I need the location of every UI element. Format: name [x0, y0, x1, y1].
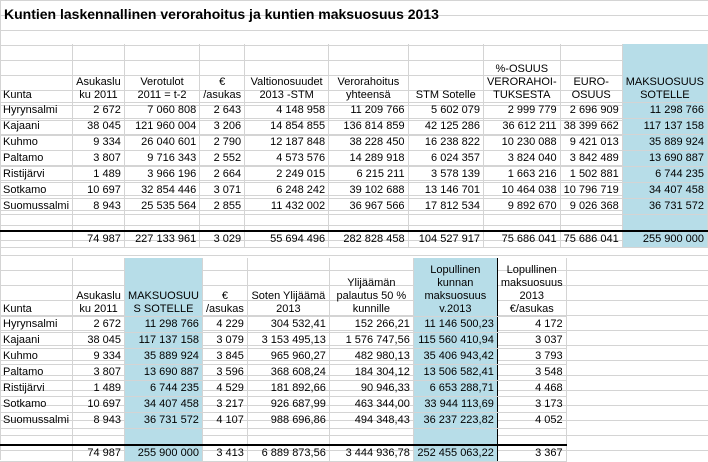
- header-cell[interactable]: Asukaslu ku 2011: [73, 258, 125, 317]
- total-cell[interactable]: 255 900 000: [622, 231, 707, 248]
- table-row: [0, 119, 708, 135]
- empty-cell[interactable]: [329, 429, 413, 446]
- empty-cell[interactable]: [245, 215, 329, 232]
- value-cell[interactable]: 9 716 343: [124, 151, 199, 167]
- value-cell[interactable]: 926 687,99: [247, 397, 329, 413]
- value-cell[interactable]: 16 238 822: [408, 135, 483, 151]
- empty-cell[interactable]: [622, 215, 707, 232]
- value-cell[interactable]: 35 889 924: [622, 135, 707, 151]
- total-row: [0, 231, 708, 248]
- value-cell[interactable]: 10 697: [73, 397, 125, 413]
- value-cell[interactable]: 2 672: [73, 317, 125, 333]
- value-cell[interactable]: 463 344,00: [329, 397, 413, 413]
- value-cell[interactable]: 2 999 779: [483, 103, 560, 119]
- table-maksuosuus: [0, 258, 567, 462]
- kunta-cell[interactable]: Sotkamo: [0, 183, 73, 199]
- empty-cell[interactable]: [125, 429, 203, 446]
- value-cell[interactable]: 3 153 495,13: [247, 333, 329, 349]
- value-cell[interactable]: 181 892,66: [247, 381, 329, 397]
- empty-cell[interactable]: [0, 215, 73, 232]
- value-cell[interactable]: 8 943: [73, 199, 125, 215]
- total-cell[interactable]: 3 029: [200, 231, 245, 248]
- empty-cell[interactable]: [408, 215, 483, 232]
- value-cell[interactable]: 6 024 357: [408, 151, 483, 167]
- value-cell[interactable]: 4 229: [202, 317, 247, 333]
- header-cell[interactable]: Lopullinen kunnan maksuosuus v.2013: [413, 258, 497, 317]
- header-cell[interactable]: Verotulot 2011 = t-2: [124, 44, 199, 103]
- kunta-cell[interactable]: Paltamo: [0, 365, 73, 381]
- total-cell[interactable]: 55 694 496: [245, 231, 329, 248]
- kunta-cell[interactable]: Kajaani: [0, 119, 73, 135]
- value-cell[interactable]: 3 966 196: [124, 167, 199, 183]
- value-cell[interactable]: 1 489: [73, 381, 125, 397]
- value-cell[interactable]: 2 249 015: [245, 167, 329, 183]
- value-cell[interactable]: 136 814 859: [329, 119, 408, 135]
- header-cell[interactable]: Asukaslu ku 2011: [73, 44, 125, 103]
- value-cell[interactable]: 988 696,86: [247, 413, 329, 429]
- value-cell[interactable]: 10 796 719: [560, 183, 622, 199]
- value-cell[interactable]: 5 602 079: [408, 103, 483, 119]
- value-cell[interactable]: 38 045: [73, 333, 125, 349]
- empty-cell[interactable]: [73, 429, 125, 446]
- header-cell[interactable]: Soten Ylijäämä 2013: [247, 258, 329, 317]
- value-cell[interactable]: 2 552: [200, 151, 245, 167]
- value-cell[interactable]: 3 217: [202, 397, 247, 413]
- empty-cell[interactable]: [413, 429, 497, 446]
- kunta-cell[interactable]: Kuhmo: [0, 135, 73, 151]
- value-cell[interactable]: 11 298 766: [622, 103, 707, 119]
- value-cell[interactable]: 1 502 881: [560, 167, 622, 183]
- value-cell[interactable]: 33 944 113,69: [413, 397, 497, 413]
- table-row: [0, 103, 708, 119]
- value-cell[interactable]: 115 560 410,94: [413, 333, 497, 349]
- table-row: [0, 167, 708, 183]
- value-cell[interactable]: 2 696 909: [560, 103, 622, 119]
- kunta-cell[interactable]: Paltamo: [0, 151, 73, 167]
- total-cell[interactable]: 74 987: [73, 231, 125, 248]
- value-cell[interactable]: 3 206: [200, 119, 245, 135]
- value-cell[interactable]: 4 172: [497, 317, 566, 333]
- value-cell[interactable]: 3 548: [497, 365, 566, 381]
- value-cell[interactable]: 152 266,21: [329, 317, 413, 333]
- value-cell[interactable]: 38 228 450: [329, 135, 408, 151]
- value-cell[interactable]: 368 608,24: [247, 365, 329, 381]
- header-cell[interactable]: € /asukas: [202, 258, 247, 317]
- value-cell[interactable]: 494 348,43: [329, 413, 413, 429]
- empty-cell[interactable]: [124, 215, 199, 232]
- header-cell[interactable]: Kunta: [0, 44, 73, 103]
- header-cell[interactable]: Verorahoitus yhteensä: [329, 44, 408, 103]
- value-cell[interactable]: 3 173: [497, 397, 566, 413]
- header-cell[interactable]: STM Sotelle: [408, 44, 483, 103]
- table-row: [0, 413, 566, 429]
- value-cell[interactable]: 6 744 235: [622, 167, 707, 183]
- value-cell[interactable]: 7 060 808: [124, 103, 199, 119]
- value-cell[interactable]: 35 889 924: [125, 349, 203, 365]
- total-cell[interactable]: 227 133 961: [124, 231, 199, 248]
- value-cell[interactable]: 965 960,27: [247, 349, 329, 365]
- value-cell[interactable]: 3 807: [73, 151, 125, 167]
- total-cell[interactable]: [0, 231, 73, 248]
- value-cell[interactable]: 3 037: [497, 333, 566, 349]
- value-cell[interactable]: 1 489: [73, 167, 125, 183]
- spacer-row: [0, 429, 566, 446]
- value-cell[interactable]: 482 980,13: [329, 349, 413, 365]
- value-cell[interactable]: 4 573 576: [245, 151, 329, 167]
- value-cell[interactable]: 121 960 004: [124, 119, 199, 135]
- value-cell[interactable]: 184 304,12: [329, 365, 413, 381]
- value-cell[interactable]: 6 248 242: [245, 183, 329, 199]
- value-cell[interactable]: 10 697: [73, 183, 125, 199]
- table-row: [0, 349, 566, 365]
- table-row: [0, 333, 566, 349]
- value-cell[interactable]: 38 045: [73, 119, 125, 135]
- empty-cell[interactable]: [247, 429, 329, 446]
- value-cell[interactable]: 11 146 500,23: [413, 317, 497, 333]
- value-cell[interactable]: 3 842 489: [560, 151, 622, 167]
- value-cell[interactable]: 117 137 158: [125, 333, 203, 349]
- kunta-cell[interactable]: Kajaani: [0, 333, 73, 349]
- value-cell[interactable]: 90 946,33: [329, 381, 413, 397]
- value-cell[interactable]: 42 125 286: [408, 119, 483, 135]
- value-cell[interactable]: 1 576 747,56: [329, 333, 413, 349]
- value-cell[interactable]: 2 643: [200, 103, 245, 119]
- value-cell[interactable]: 4 052: [497, 413, 566, 429]
- value-cell[interactable]: 9 334: [73, 135, 125, 151]
- value-cell[interactable]: 3 071: [200, 183, 245, 199]
- total-row: [0, 445, 566, 462]
- value-cell[interactable]: 6 653 288,71: [413, 381, 497, 397]
- value-cell[interactable]: 38 399 662: [560, 119, 622, 135]
- total-cell[interactable]: 282 828 458: [329, 231, 408, 248]
- empty-cell[interactable]: [73, 215, 125, 232]
- value-cell[interactable]: 8 943: [73, 413, 125, 429]
- table-row: [0, 151, 708, 167]
- value-cell[interactable]: 34 407 458: [622, 183, 707, 199]
- value-cell[interactable]: 13 506 582,41: [413, 365, 497, 381]
- value-cell[interactable]: 3 807: [73, 365, 125, 381]
- value-cell[interactable]: 9 892 670: [483, 199, 560, 215]
- empty-cell[interactable]: [0, 429, 73, 446]
- value-cell[interactable]: 36 237 223,82: [413, 413, 497, 429]
- value-cell[interactable]: 13 146 701: [408, 183, 483, 199]
- total-cell[interactable]: 255 900 000: [125, 445, 203, 462]
- table-row: [0, 199, 708, 215]
- value-cell[interactable]: 39 102 688: [329, 183, 408, 199]
- kunta-cell[interactable]: Suomussalmi: [0, 413, 73, 429]
- value-cell[interactable]: 3 845: [202, 349, 247, 365]
- sheet-title: Kuntien laskennallinen verorahoitus ja kuntien maksuosuus 2013: [4, 6, 439, 22]
- header-cell[interactable]: MAKSUOSUUS SOTELLE: [622, 44, 707, 103]
- kunta-cell[interactable]: Ristijärvi: [0, 381, 73, 397]
- table-row: [0, 381, 566, 397]
- value-cell[interactable]: 14 289 918: [329, 151, 408, 167]
- value-cell[interactable]: 26 040 601: [124, 135, 199, 151]
- value-cell[interactable]: 11 432 002: [245, 199, 329, 215]
- value-cell[interactable]: 12 187 848: [245, 135, 329, 151]
- kunta-cell[interactable]: Hyrynsalmi: [0, 103, 73, 119]
- header-cell[interactable]: %-OSUUS VERORAHOI- TUKSESTA: [483, 44, 560, 103]
- empty-cell[interactable]: [329, 215, 408, 232]
- value-cell[interactable]: 35 406 943,42: [413, 349, 497, 365]
- header-cell[interactable]: € /asukas: [200, 44, 245, 103]
- value-cell[interactable]: 9 421 013: [560, 135, 622, 151]
- kunta-cell[interactable]: Hyrynsalmi: [0, 317, 73, 333]
- value-cell[interactable]: 3 079: [202, 333, 247, 349]
- kunta-cell[interactable]: Suomussalmi: [0, 199, 73, 215]
- table-row: [0, 317, 566, 333]
- value-cell[interactable]: 11 209 766: [329, 103, 408, 119]
- value-cell[interactable]: 4 529: [202, 381, 247, 397]
- value-cell[interactable]: 36 731 572: [125, 413, 203, 429]
- total-cell[interactable]: 75 686 041: [560, 231, 622, 248]
- value-cell[interactable]: 4 107: [202, 413, 247, 429]
- empty-cell[interactable]: [483, 215, 560, 232]
- total-cell[interactable]: 252 455 063,22: [413, 445, 497, 462]
- value-cell[interactable]: 3 793: [497, 349, 566, 365]
- value-cell[interactable]: 13 690 887: [622, 151, 707, 167]
- value-cell[interactable]: 2 855: [200, 199, 245, 215]
- value-cell[interactable]: 14 854 855: [245, 119, 329, 135]
- table-verorahoitus: [0, 44, 708, 248]
- total-cell[interactable]: 75 686 041: [483, 231, 560, 248]
- value-cell[interactable]: 36 967 566: [329, 199, 408, 215]
- value-cell[interactable]: 11 298 766: [125, 317, 203, 333]
- table-row: [0, 135, 708, 151]
- table-row: [0, 397, 566, 413]
- total-cell[interactable]: 104 527 917: [408, 231, 483, 248]
- value-cell[interactable]: 34 407 458: [125, 397, 203, 413]
- value-cell[interactable]: 2 672: [73, 103, 125, 119]
- value-cell[interactable]: 32 854 446: [124, 183, 199, 199]
- header-cell[interactable]: MAKSUOSUU S SOTELLE: [125, 258, 203, 317]
- value-cell[interactable]: 304 532,41: [247, 317, 329, 333]
- value-cell[interactable]: 9 334: [73, 349, 125, 365]
- header-cell[interactable]: Kunta: [0, 258, 73, 317]
- value-cell[interactable]: 6 215 211: [329, 167, 408, 183]
- total-cell[interactable]: 74 987: [73, 445, 125, 462]
- header-row: [0, 44, 708, 103]
- kunta-cell[interactable]: Ristijärvi: [0, 167, 73, 183]
- value-cell[interactable]: 2 790: [200, 135, 245, 151]
- total-cell[interactable]: 3 367: [497, 445, 566, 462]
- header-row: [0, 258, 566, 317]
- value-cell[interactable]: 36 731 572: [622, 199, 707, 215]
- value-cell[interactable]: 3 578 139: [408, 167, 483, 183]
- empty-cell[interactable]: [497, 429, 566, 446]
- value-cell[interactable]: 3 824 040: [483, 151, 560, 167]
- header-cell[interactable]: Valtionosuudet 2013 -STM: [245, 44, 329, 103]
- value-cell[interactable]: 17 812 534: [408, 199, 483, 215]
- empty-cell[interactable]: [202, 429, 247, 446]
- empty-cell[interactable]: [560, 215, 622, 232]
- value-cell[interactable]: 9 026 368: [560, 199, 622, 215]
- empty-cell[interactable]: [200, 215, 245, 232]
- header-cell[interactable]: EURO- OSUUS: [560, 44, 622, 103]
- value-cell[interactable]: 4 148 958: [245, 103, 329, 119]
- table-row: [0, 183, 708, 199]
- total-cell[interactable]: [0, 445, 73, 462]
- table-row: [0, 365, 566, 381]
- value-cell[interactable]: 10 464 038: [483, 183, 560, 199]
- value-cell[interactable]: 4 468: [497, 381, 566, 397]
- kunta-cell[interactable]: Kuhmo: [0, 349, 73, 365]
- value-cell[interactable]: 13 690 887: [125, 365, 203, 381]
- value-cell[interactable]: 3 596: [202, 365, 247, 381]
- total-cell[interactable]: 3 413: [202, 445, 247, 462]
- value-cell[interactable]: 10 230 088: [483, 135, 560, 151]
- header-cell[interactable]: Lopullinen maksuosuus 2013 €/asukas: [497, 258, 566, 317]
- total-cell[interactable]: 3 444 936,78: [329, 445, 413, 462]
- value-cell[interactable]: 36 612 211: [483, 119, 560, 135]
- header-cell[interactable]: Ylijäämän palautus 50 % kunnille: [329, 258, 413, 317]
- value-cell[interactable]: 2 664: [200, 167, 245, 183]
- value-cell[interactable]: 1 663 216: [483, 167, 560, 183]
- spacer-row: [0, 215, 708, 232]
- value-cell[interactable]: 6 744 235: [125, 381, 203, 397]
- value-cell[interactable]: 117 137 158: [622, 119, 707, 135]
- value-cell[interactable]: 25 535 564: [124, 199, 199, 215]
- total-cell[interactable]: 6 889 873,56: [247, 445, 329, 462]
- kunta-cell[interactable]: Sotkamo: [0, 397, 73, 413]
